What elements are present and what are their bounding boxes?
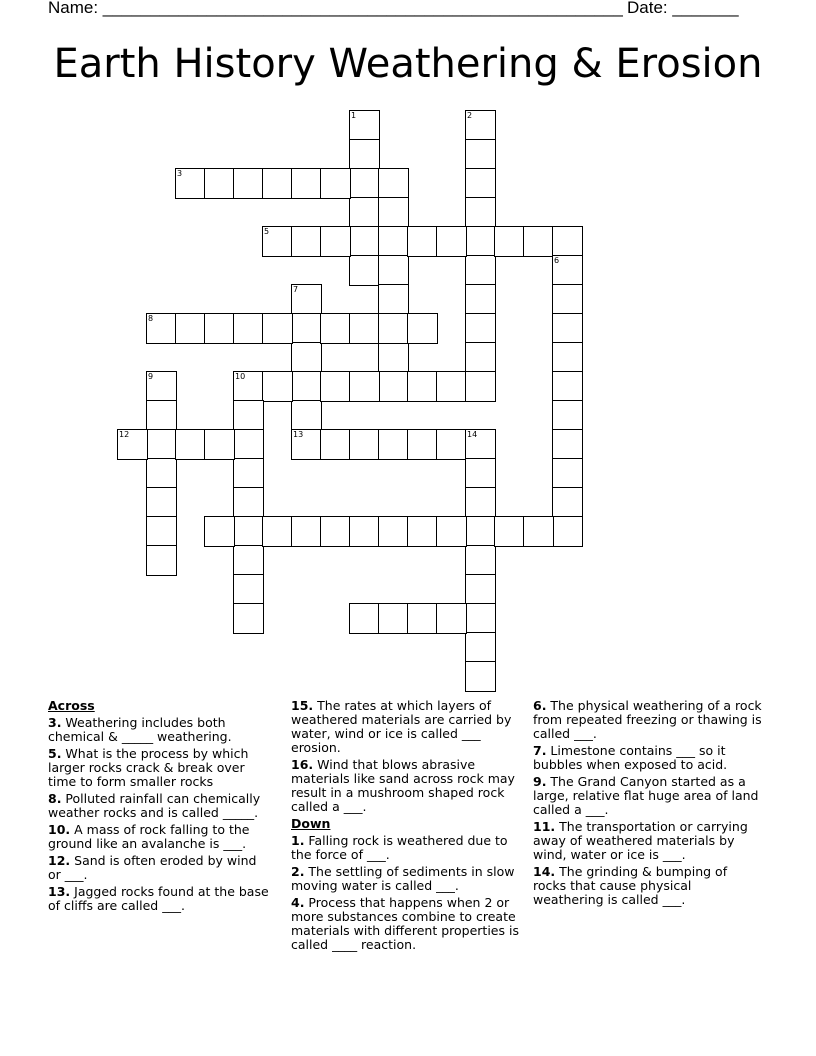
grid-cell[interactable] [378,168,409,199]
grid-cell[interactable] [233,313,264,344]
clue-number-label: 7 [293,285,299,294]
clue-text: Limestone contains ___ so it bubbles when exposed to acid. [533,743,728,772]
clue-number-label: 5 [264,227,270,236]
grid-cell[interactable] [552,371,583,402]
grid-cell[interactable] [262,226,293,257]
grid-cell[interactable] [262,313,293,344]
grid-cell[interactable] [233,458,264,489]
grid-cell[interactable] [233,574,264,605]
clue-number-label: 2 [467,111,473,120]
clues-column-1 [48,699,270,916]
grid-cell[interactable] [465,255,496,286]
clue-number-label: 6 [554,256,560,265]
grid-cell[interactable] [233,603,264,634]
grid-cell[interactable] [378,429,409,460]
grid-cell[interactable] [349,226,380,257]
grid-cell[interactable] [465,458,496,489]
grid-cell[interactable] [407,226,438,257]
grid-cell[interactable] [175,168,206,199]
grid-cell[interactable] [378,284,409,315]
grid-cell[interactable] [465,574,496,605]
grid-cell[interactable] [320,168,351,199]
clue-across-8 [48,792,270,820]
grid-cell[interactable] [552,255,583,286]
clue-text: The rates at which layers of weathered materials are carried by water, wind or ice is called ___ erosion. [291,698,512,755]
clue-text: Falling rock is weathered due to the force of ___. [291,833,508,862]
grid-cell[interactable] [204,429,235,460]
grid-cell[interactable] [320,313,351,344]
grid-cell[interactable] [465,603,496,634]
clues-column-2 [291,699,521,955]
grid-cell[interactable] [349,603,380,634]
clue-down-6 [533,699,763,741]
grid-cell[interactable] [175,313,206,344]
grid-cell[interactable] [465,371,496,402]
grid-cell[interactable] [146,458,177,489]
grid-cell[interactable] [552,516,583,547]
grid-cell[interactable] [320,516,351,547]
clue-number: 14. [533,864,556,879]
clue-number: 12. [48,853,71,868]
grid-cell[interactable] [291,400,322,431]
clue-number: 5. [48,746,62,761]
grid-cell[interactable] [465,139,496,170]
grid-cell[interactable] [146,487,177,518]
clue-down-9 [533,775,763,817]
grid-cell[interactable] [349,168,380,199]
clue-text: What is the process by which larger rocks crack & break over time to form smaller rocks [48,746,249,789]
clue-down-1 [291,834,521,862]
grid-cell[interactable] [552,342,583,373]
grid-cell[interactable] [233,487,264,518]
clue-number-label: 8 [148,314,154,323]
grid-cell[interactable] [378,371,409,402]
page-title: Earth History Weathering & Erosion [53,41,763,87]
grid-cell[interactable] [552,313,583,344]
grid-cell[interactable] [175,429,206,460]
clue-number-label: 12 [119,430,130,439]
grid-cell[interactable] [291,371,322,402]
grid-cell[interactable] [320,371,351,402]
clue-text: The Grand Canyon started as a large, relative flat huge area of land called a ___. [533,774,759,817]
grid-cell[interactable] [146,516,177,547]
grid-cell[interactable] [146,371,177,402]
clue-number: 8. [48,791,62,806]
grid-cell[interactable] [349,255,380,286]
grid-cell[interactable] [233,545,264,576]
grid-cell[interactable] [552,226,583,257]
clue-text: Jagged rocks found at the base of cliffs are called ___. [48,884,269,913]
clue-number-label: 9 [148,372,154,381]
grid-cell[interactable] [436,226,467,257]
grid-cell[interactable] [407,516,438,547]
grid-cell[interactable] [349,110,380,141]
grid-cell[interactable] [146,313,177,344]
clue-number: 13. [48,884,71,899]
clue-down-11 [533,820,763,862]
grid-cell[interactable] [378,197,409,228]
grid-cell[interactable] [233,371,264,402]
clue-across-3 [48,716,270,744]
clue-down-14 [533,865,763,907]
grid-cell[interactable] [378,342,409,373]
clue-number: 16. [291,757,314,772]
grid-cell[interactable] [349,139,380,170]
grid-cell[interactable] [465,168,496,199]
clue-number-label: 1 [351,111,357,120]
grid-cell[interactable] [291,313,322,344]
clue-number: 11. [533,819,556,834]
clue-text: Process that happens when 2 or more substances combine to create materials with different properties is called ____ reaction. [291,895,519,952]
grid-cell[interactable] [407,313,438,344]
grid-cell[interactable] [204,313,235,344]
grid-cell[interactable] [262,516,293,547]
grid-cell[interactable] [465,284,496,315]
grid-cell[interactable] [465,487,496,518]
grid-cell[interactable] [204,168,235,199]
clue-text: The settling of sediments in slow moving water is called ___. [291,864,515,893]
grid-cell[interactable] [204,516,235,547]
clue-across-5 [48,747,270,789]
grid-cell[interactable] [233,516,264,547]
clue-number: 9. [533,774,547,789]
clue-text: The grinding & bumping of rocks that cause physical weathering is called ___. [533,864,728,907]
grid-cell[interactable] [349,313,380,344]
grid-cell[interactable] [349,197,380,228]
clue-number: 1. [291,833,305,848]
grid-cell[interactable] [465,429,496,460]
down-heading: Down [291,816,331,831]
grid-cell[interactable] [378,603,409,634]
grid-cell[interactable] [436,429,467,460]
grid-cell[interactable] [233,168,264,199]
grid-cell[interactable] [465,226,496,257]
grid-cell[interactable] [465,661,496,692]
clue-across-15 [291,699,521,755]
grid-cell[interactable] [552,429,583,460]
clue-across-13 [48,885,270,913]
across-heading: Across [48,698,95,713]
grid-cell[interactable] [465,110,496,141]
name-field[interactable]: Name: _______________________________________________________ [48,0,623,17]
clue-number: 4. [291,895,305,910]
clue-number: 2. [291,864,305,879]
grid-cell[interactable] [436,371,467,402]
clue-text: Sand is often eroded by wind or ___. [48,853,257,882]
grid-cell[interactable] [291,168,322,199]
grid-cell[interactable] [465,342,496,373]
clue-down-2 [291,865,521,893]
grid-cell[interactable] [465,545,496,576]
grid-cell[interactable] [523,226,554,257]
clue-number-label: 10 [235,372,246,381]
grid-cell[interactable] [291,284,322,315]
grid-cell[interactable] [523,516,554,547]
clue-number: 6. [533,698,547,713]
grid-cell[interactable] [436,603,467,634]
grid-cell[interactable] [291,226,322,257]
grid-cell[interactable] [291,516,322,547]
clue-number: 10. [48,822,71,837]
clue-number: 3. [48,715,62,730]
grid-cell[interactable] [378,313,409,344]
grid-cell[interactable] [262,371,293,402]
grid-cell[interactable] [233,400,264,431]
clue-number-label: 3 [177,169,183,178]
grid-cell[interactable] [465,516,496,547]
grid-cell[interactable] [407,603,438,634]
clue-text: The transportation or carrying away of weathered materials by wind, water or ice is ___. [533,819,748,862]
grid-cell[interactable] [465,313,496,344]
grid-cell[interactable] [146,545,177,576]
grid-cell[interactable] [552,400,583,431]
grid-cell[interactable] [233,429,264,460]
grid-cell[interactable] [378,516,409,547]
grid-cell[interactable] [378,255,409,286]
grid-cell[interactable] [146,400,177,431]
clue-text: Polluted rainfall can chemically weather rocks and is called _____. [48,791,261,820]
grid-cell[interactable] [262,168,293,199]
grid-cell[interactable] [291,342,322,373]
grid-cell[interactable] [349,429,380,460]
grid-cell[interactable] [552,284,583,315]
grid-cell[interactable] [117,429,148,460]
clue-across-16 [291,758,521,814]
clue-number-label: 14 [467,430,478,439]
clue-text: The physical weathering of a rock from repeated freezing or thawing is called ___. [533,698,762,741]
date-field[interactable]: Date: _______ [627,0,739,17]
clue-text: Wind that blows abrasive materials like sand across rock may result in a mushroom shaped rock called a ___. [291,757,515,814]
clue-text: A mass of rock falling to the ground like an avalanche is ___. [48,822,250,851]
grid-cell[interactable] [146,429,177,460]
clues-column-3 [533,699,763,910]
grid-cell[interactable] [552,458,583,489]
clue-down-4 [291,896,521,952]
grid-cell[interactable] [465,197,496,228]
grid-cell[interactable] [552,487,583,518]
grid-cell[interactable] [465,632,496,663]
grid-cell[interactable] [378,226,409,257]
clue-number-label: 13 [293,430,304,439]
grid-cell[interactable] [407,429,438,460]
clue-text: Weathering includes both chemical & _____ weathering. [48,715,232,744]
grid-cell[interactable] [407,371,438,402]
clue-number: 7. [533,743,547,758]
grid-cell[interactable] [291,429,322,460]
grid-cell[interactable] [494,226,525,257]
clue-across-12 [48,854,270,882]
clue-down-7 [533,744,763,772]
clue-number: 15. [291,698,314,713]
grid-cell[interactable] [436,516,467,547]
grid-cell[interactable] [349,516,380,547]
grid-cell[interactable] [320,226,351,257]
grid-cell[interactable] [320,429,351,460]
clue-across-10 [48,823,270,851]
grid-cell[interactable] [349,371,380,402]
grid-cell[interactable] [494,516,525,547]
